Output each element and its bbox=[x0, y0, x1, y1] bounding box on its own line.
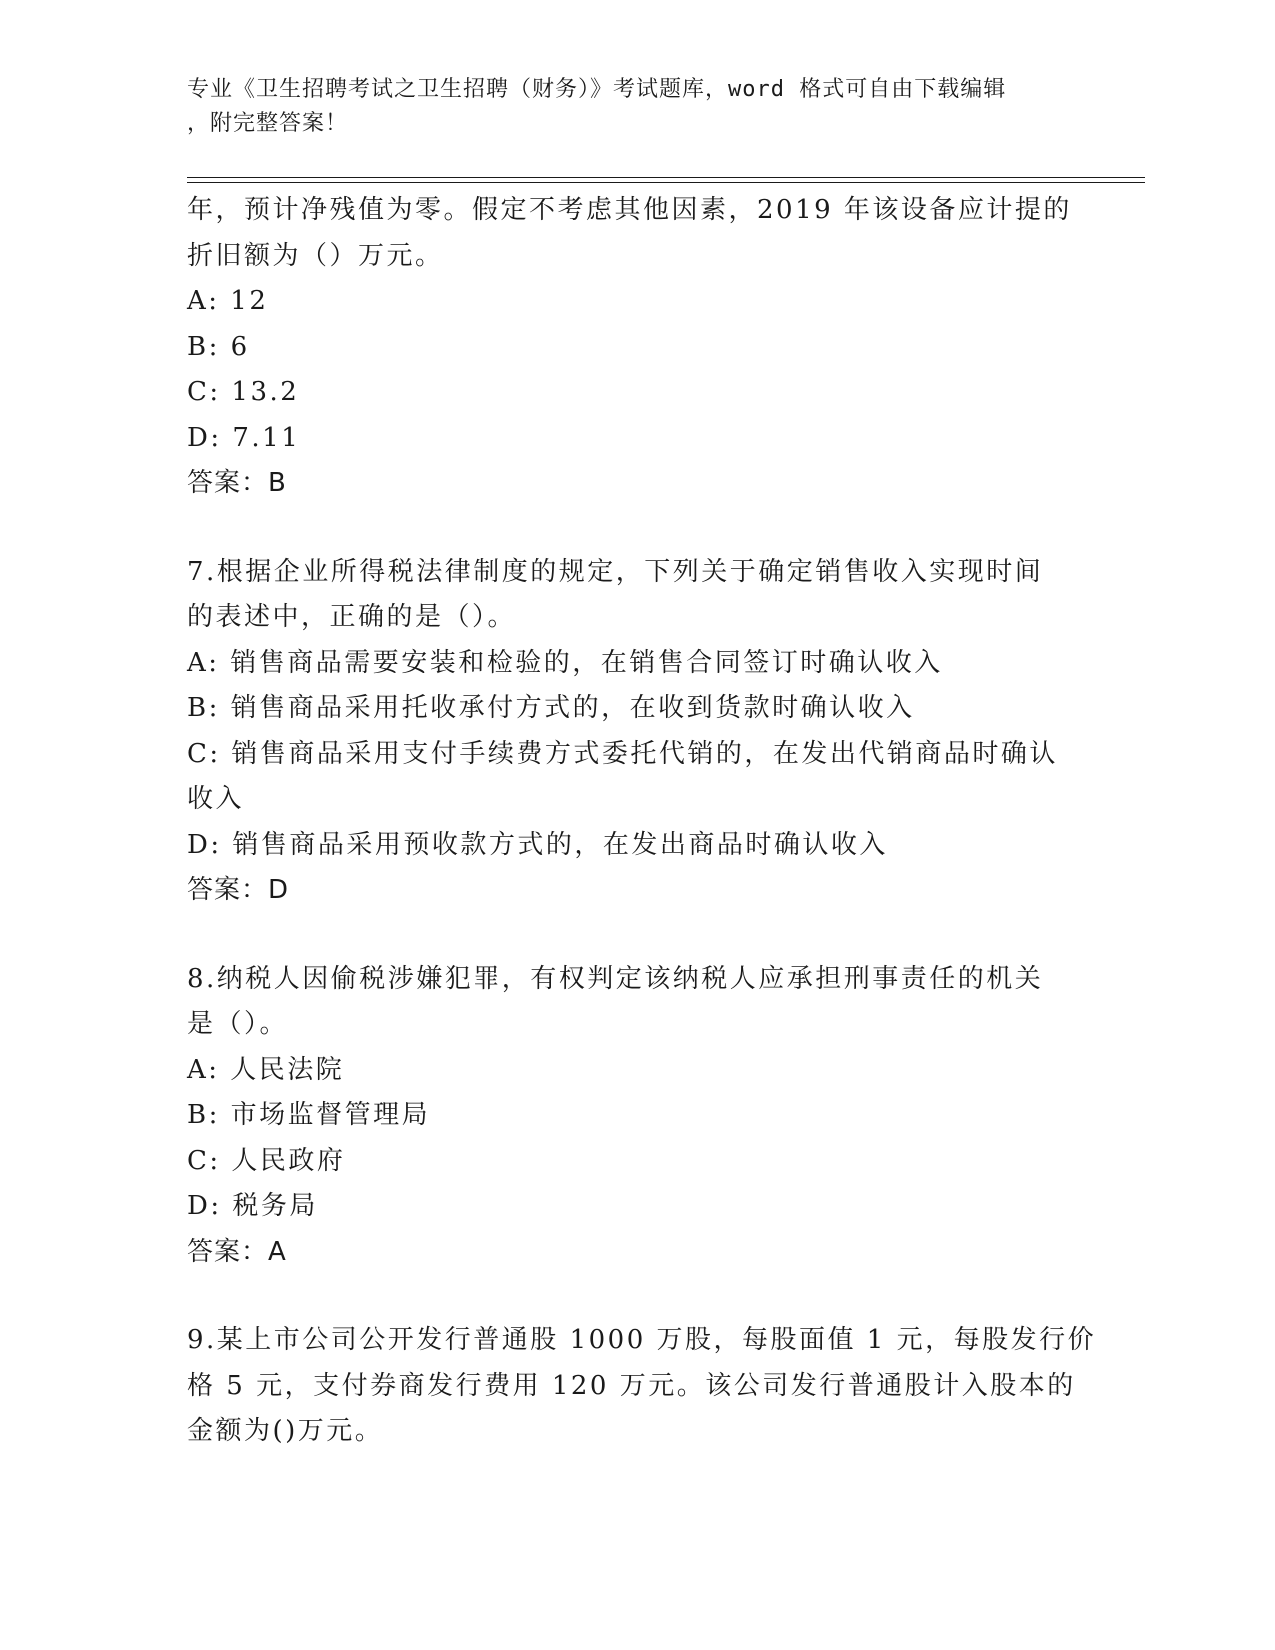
option-a: A: 人民法院 bbox=[187, 1054, 345, 1085]
question-text: 7.根据企业所得税法律制度的规定，下列关于确定销售收入实现时间 bbox=[187, 556, 1044, 587]
spacer bbox=[187, 1275, 1107, 1318]
question-text: 格 5 元，支付券商发行费用 120 万元。该公司发行普通股计入股本的 bbox=[187, 1370, 1076, 1401]
header-line-2: ，附完整答案！ bbox=[187, 111, 349, 136]
answer-label: 答案：B bbox=[187, 468, 287, 498]
question-text: 8.纳税人因偷税涉嫌犯罪，有权判定该纳税人应承担刑事责任的机关 bbox=[187, 963, 1044, 994]
option-d: D: 销售商品采用预收款方式的，在发出商品时确认收入 bbox=[187, 829, 888, 860]
option-a: A: 销售商品需要安装和检验的，在销售合同签订时确认收入 bbox=[187, 647, 943, 678]
option-b: B: 销售商品采用托收承付方式的，在收到货款时确认收入 bbox=[187, 693, 915, 723]
answer-label: 答案：D bbox=[187, 875, 290, 905]
question-text: 折旧额为（）万元。 bbox=[187, 240, 444, 271]
question-text: 的表述中，正确的是（）。 bbox=[187, 602, 517, 632]
option-b: B: 市场监督管理局 bbox=[187, 1100, 431, 1130]
spacer bbox=[187, 914, 1107, 957]
option-c: C: 人民政府 bbox=[187, 1145, 346, 1176]
option-b: B: 6 bbox=[187, 331, 250, 362]
question-text: 是（）。 bbox=[187, 1009, 289, 1039]
document-header bbox=[187, 73, 1067, 141]
header-line-1: 专业《卫生招聘考试之卫生招聘（财务）》考试题库，word 格式可自由下载编辑 bbox=[187, 77, 1007, 102]
question-7 bbox=[187, 550, 1107, 914]
question-text: 9.某上市公司公开发行普通股 1000 万股，每股面值 1 元，每股发行价 bbox=[187, 1325, 1097, 1355]
question-9 bbox=[187, 1318, 1107, 1455]
option-c-continued: 收入 bbox=[187, 784, 245, 814]
document-body bbox=[187, 188, 1107, 1455]
question-text: 金额为()万元。 bbox=[187, 1416, 384, 1446]
question-8 bbox=[187, 957, 1107, 1276]
header-divider-bottom bbox=[187, 182, 1145, 183]
option-c: C: 销售商品采用支付手续费方式委托代销的，在发出代销商品时确认 bbox=[187, 738, 1058, 769]
header-divider-top bbox=[187, 177, 1145, 178]
question-text: 年，预计净残值为零。假定不考虑其他因素，2019 年该设备应计提的 bbox=[187, 195, 1072, 225]
option-d: D: 税务局 bbox=[187, 1191, 318, 1221]
option-a: A: 12 bbox=[187, 286, 269, 316]
option-c: C: 13.2 bbox=[187, 377, 300, 407]
option-d: D: 7.11 bbox=[187, 422, 301, 453]
answer-label: 答案：A bbox=[187, 1236, 287, 1267]
spacer bbox=[187, 507, 1107, 550]
question-6 bbox=[187, 188, 1107, 507]
